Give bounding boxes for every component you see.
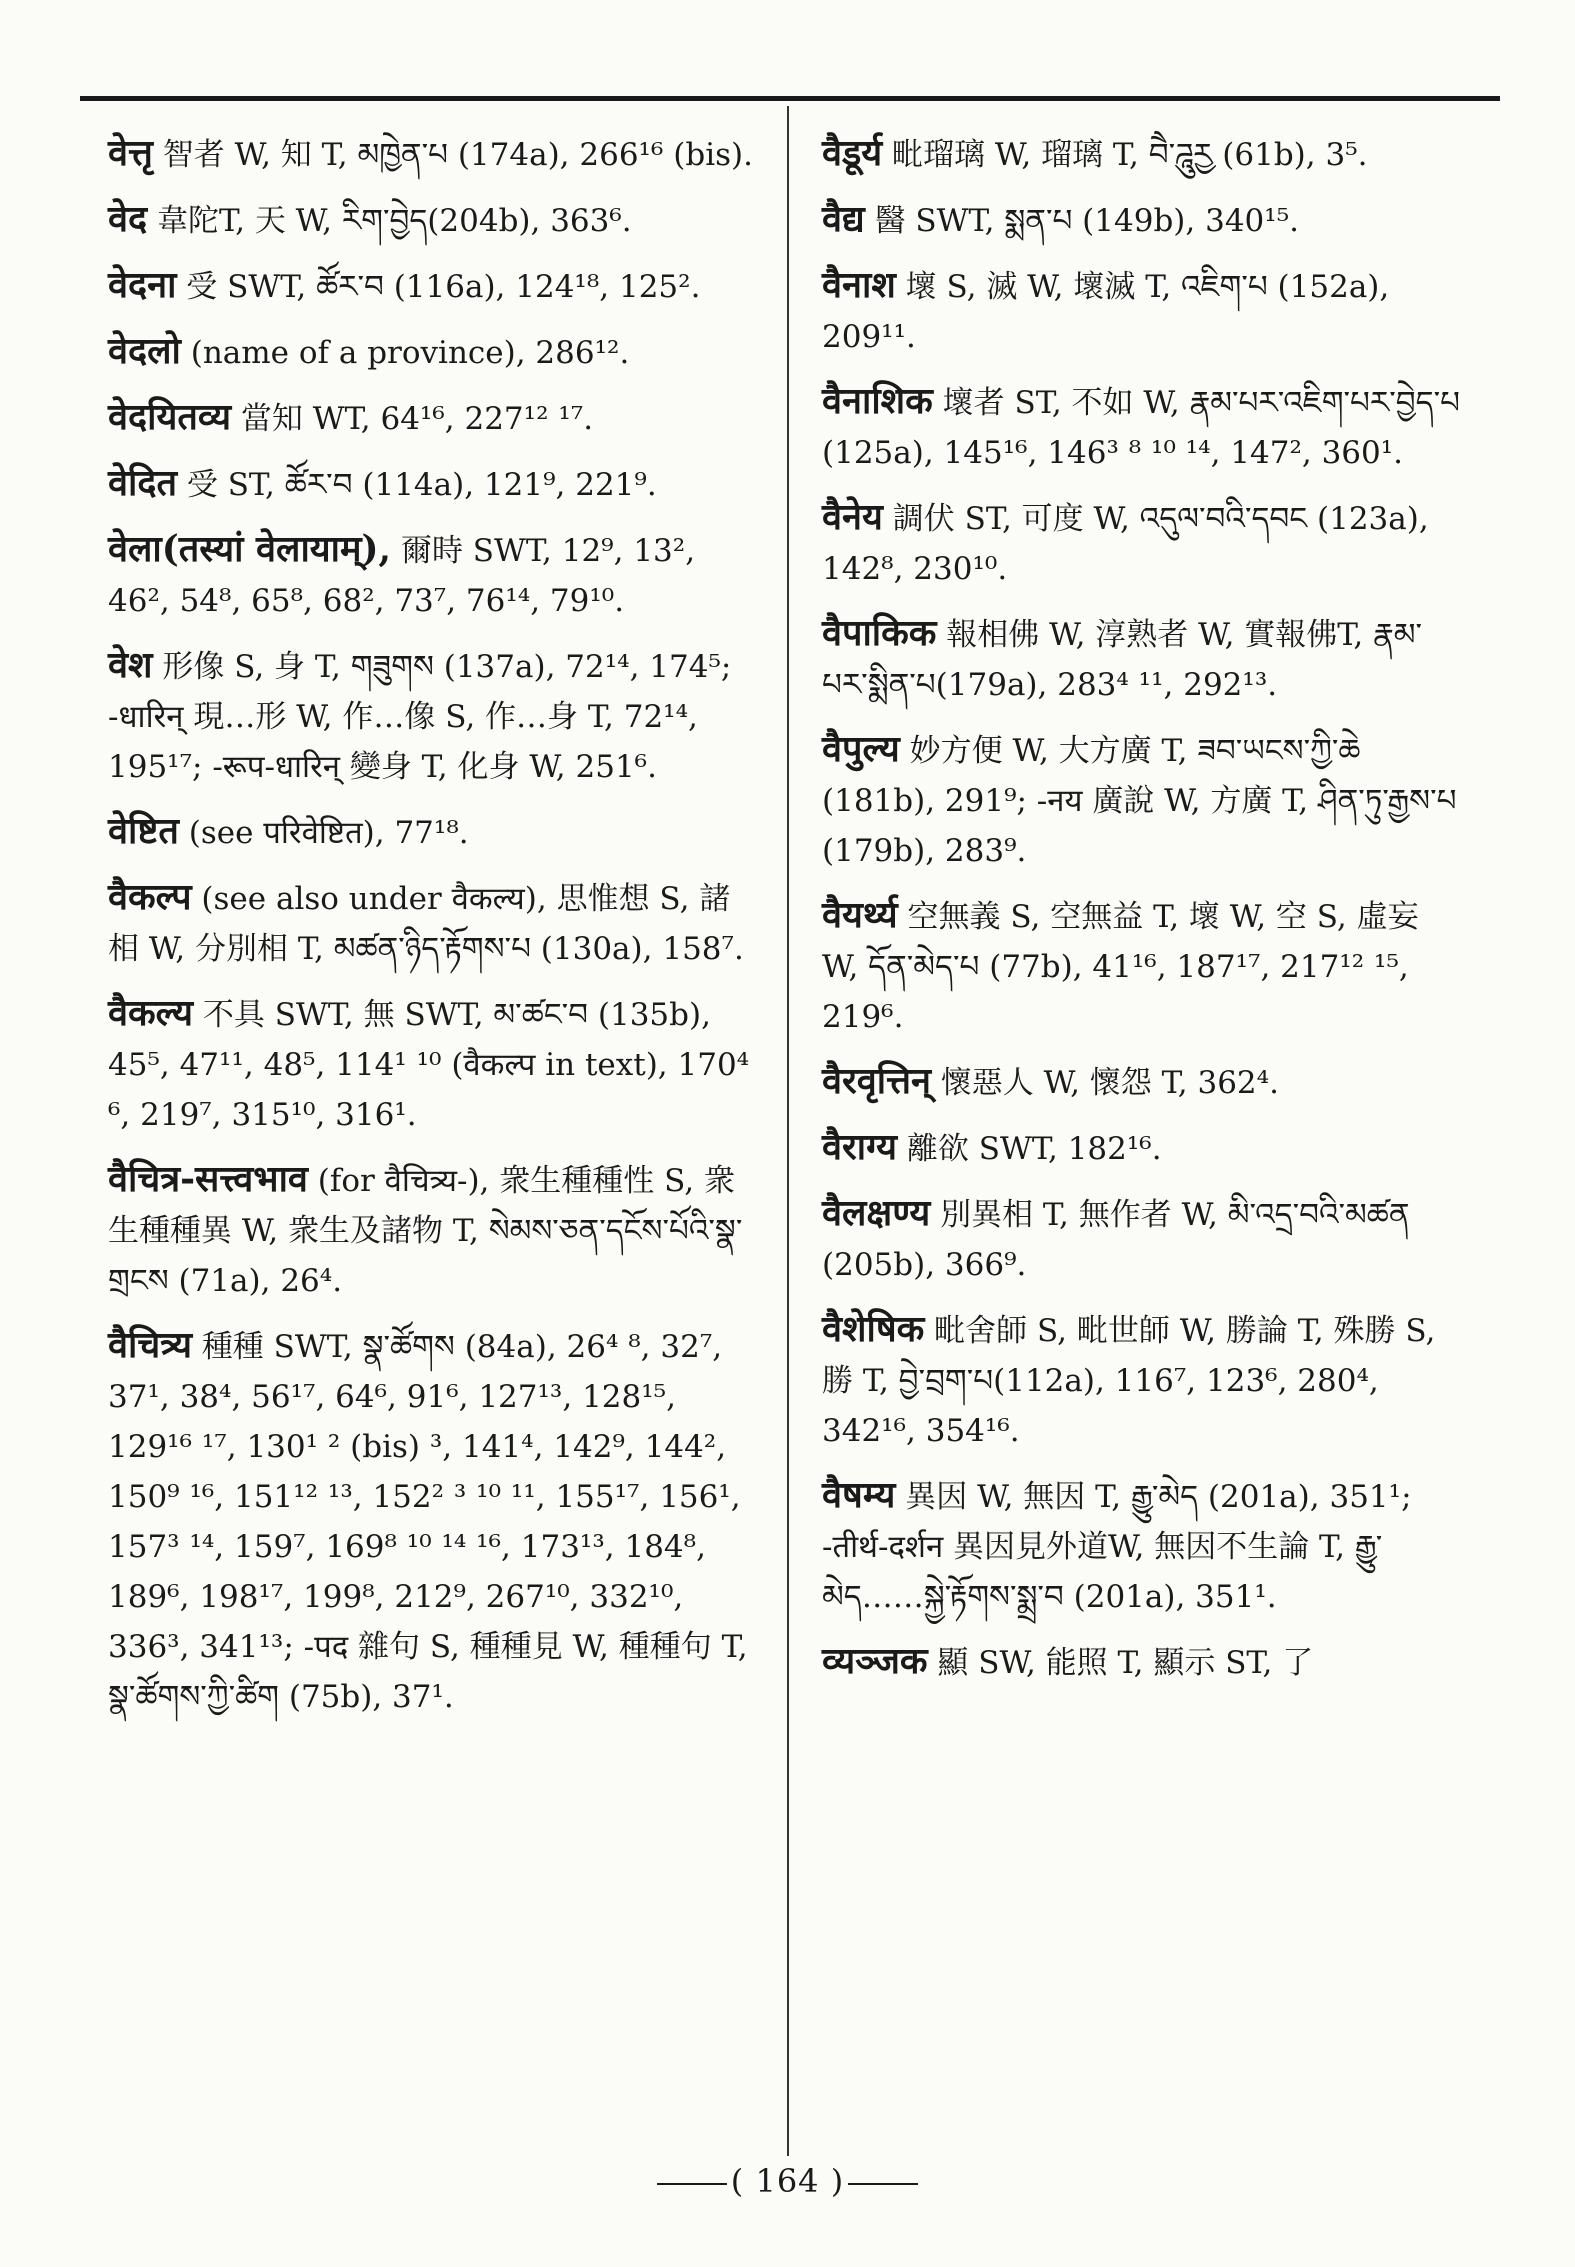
page-footer: ( 164 ) — [0, 2162, 1575, 2200]
entry-headword: वैरवृत्तिन् — [822, 1060, 931, 1102]
column-divider — [787, 106, 789, 2156]
entry-headword: वेष्टित — [108, 810, 179, 852]
entry-body: (name of a province), 286¹². — [190, 335, 630, 371]
entry-body: 種種 SWT, སྣ་ཚོགས (84a), 26⁴ ⁸, 32⁷, 37¹, 38⁴, 56¹⁷, 64⁶, 91⁶, 127¹³, 128¹⁵, 129¹⁶ ¹⁷, 130¹ ² (bis) ³, 141⁴, 142⁹, 144², 150⁹ ¹⁶, 151¹² ¹³, 152² ³ ¹⁰ ¹¹, 155¹⁷, 156¹, 157³ ¹⁴, 159⁷, 169⁸ ¹⁰ ¹⁴ ¹⁶, 173¹³, 184⁸, 189⁶, 198¹⁷, 199⁸, 212⁹, 267¹⁰, 332¹⁰, 336³, 341¹³; -पद 雜句 S, 種種見 W, 種種句 T, སྣ་ཚོགས་ཀྱི་ཚིག (75b), 37¹. — [108, 1329, 748, 1715]
dictionary-entry — [108, 128, 758, 180]
entry-body: (see also under वैकल्य), 思惟想 S, 諸相 W, 分別相 T, མཚན་ཉིད་རྟོགས་པ (130a), 158⁷. — [108, 881, 744, 967]
entry-body: 別異相 T, 無作者 W, མི་འདྲ་བའི་མཚན (205b), 366⁹. — [822, 1197, 1410, 1283]
entry-body: 受 SWT, ཚོར་བ (116a), 124¹⁸, 125². — [186, 269, 701, 305]
entry-body: 懷惡人 W, 懷怨 T, 362⁴. — [940, 1065, 1279, 1101]
entry-headword: वैलक्षण्य — [822, 1192, 931, 1234]
dictionary-entry — [822, 1470, 1462, 1622]
entry-headword: वैनाश — [822, 264, 896, 306]
entry-body: 毗瑠璃 W, 瑠璃 T, བཻ་ཌཱུརྱ (61b), 3⁵. — [892, 137, 1368, 173]
entry-headword: वैडूर्य — [822, 132, 883, 174]
entry-headword: वेला(तस्यां वेलायाम्), — [108, 528, 392, 570]
entry-headword: वैराग्य — [822, 1126, 898, 1168]
dictionary-entry — [108, 194, 758, 246]
dictionary-entry — [822, 1056, 1462, 1108]
entry-headword: वैषम्य — [822, 1474, 896, 1516]
dictionary-entry — [108, 326, 758, 378]
entry-body: 空無義 S, 空無益 T, 壞 W, 空 S, 虛妄 W, དོན་མེད་པ (77b), 41¹⁶, 187¹⁷, 217¹² ¹⁵, 219⁶. — [822, 899, 1419, 1035]
entry-headword: वैचित्र-सत्त्वभाव — [108, 1158, 308, 1200]
entry-body: (see परिवेष्टित), 77¹⁸. — [188, 815, 469, 851]
entry-headword: वैकल्य — [108, 992, 193, 1034]
dictionary-entry — [108, 392, 758, 444]
entry-headword: वेदना — [108, 264, 177, 306]
dictionary-entry — [108, 260, 758, 312]
entry-body: 不具 SWT, 無 SWT, མ་ཚང་བ (135b), 45⁵, 47¹¹, 48⁵, 114¹ ¹⁰ (वैकल्प in text), 170⁴ ⁶, 219⁷, 315¹⁰, 316¹. — [108, 997, 750, 1133]
entry-body: 毗舍師 S, 毗世師 W, 勝論 T, 殊勝 S, 勝 T, བྱེ་བྲག་པ(112a), 116⁷, 123⁶, 280⁴, 342¹⁶, 354¹⁶. — [822, 1313, 1436, 1449]
dictionary-entry — [822, 492, 1462, 594]
dictionary-entry — [822, 1636, 1462, 1688]
entry-body: 受 ST, ཚོར་བ (114a), 121⁹, 221⁹. — [186, 467, 657, 503]
entry-headword: वैद्य — [822, 198, 865, 240]
entry-body: 離欲 SWT, 182¹⁶. — [906, 1131, 1162, 1167]
footer-dash-left — [657, 2183, 727, 2185]
dictionary-entry — [822, 1304, 1462, 1456]
page-number: 164 — [755, 2162, 820, 2200]
dictionary-entry — [822, 194, 1462, 246]
entry-headword: वैपुल्य — [822, 728, 900, 770]
entry-headword: वेदित — [108, 462, 177, 504]
entry-body: 調伏 ST, 可度 W, འདུལ་བའི་དབང (123a), 142⁸, 230¹⁰. — [822, 501, 1429, 587]
dictionary-entry — [108, 640, 758, 792]
dictionary-entry — [822, 260, 1462, 362]
dictionary-entry — [108, 524, 758, 626]
entry-body: 壞者 ST, 不如 W, རྣམ་པར་འཇིག་པར་བྱེད་པ (125a), 145¹⁶, 146³ ⁸ ¹⁰ ¹⁴, 147², 360¹. — [822, 385, 1460, 471]
dictionary-entry — [108, 872, 758, 974]
entry-body: 韋陀T, 天 W, རིག་བྱེད(204b), 363⁶. — [157, 203, 632, 239]
entry-body: 當知 WT, 64¹⁶, 227¹² ¹⁷. — [240, 401, 594, 437]
entry-headword: वैकल्प — [108, 876, 192, 918]
entry-headword: वेत्तृ — [108, 132, 153, 174]
entry-headword: वैपाकिक — [822, 612, 937, 654]
dictionary-entry — [108, 1154, 758, 1306]
entry-body: 爾時 SWT, 12⁹, 13², 46², 54⁸, 65⁸, 68², 73⁷, 76¹⁴, 79¹⁰. — [108, 533, 696, 619]
dictionary-entry — [822, 1188, 1462, 1290]
entry-body: 醫 SWT, སྨན་པ (149b), 340¹⁵. — [874, 203, 1299, 239]
dictionary-entry — [108, 806, 758, 858]
entry-headword: वैचित्र्य — [108, 1324, 192, 1366]
dictionary-entry — [108, 458, 758, 510]
entry-headword: वेश — [108, 644, 153, 686]
top-rule — [80, 96, 1500, 101]
dictionary-entry — [822, 1122, 1462, 1174]
dictionary-entry — [822, 608, 1462, 710]
dictionary-entry — [822, 376, 1462, 478]
dictionary-entry — [822, 890, 1462, 1042]
entry-body: 顯 SW, 能照 T, 顯示 ST, 了 — [937, 1645, 1314, 1681]
entry-body: 報相佛 W, 淳熟者 W, 實報佛T, རྣམ་པར་སྨིན་པ(179a), 283⁴ ¹¹, 292¹³. — [822, 617, 1423, 703]
entry-body: 形像 S, 身 T, གཟུགས (137a), 72¹⁴, 174⁵; -धारिन् 現…形 W, 作…像 S, 作…身 T, 72¹⁴, 195¹⁷; -रूप-धारिन् 變身 T, 化身 W, 251⁶. — [108, 649, 732, 785]
entry-body: 妙方便 W, 大方廣 T, ཟབ་ཡངས་ཀྱི་ཆེ (181b), 291⁹; -नय 廣說 W, 方廣 T, ཤིན་ཏུ་རྒྱས་པ (179b), 283⁹. — [822, 733, 1457, 869]
entry-body: 智者 W, 知 T, མཁྱེན་པ (174a), 266¹⁶ (bis). — [162, 137, 753, 173]
footer-dash-right — [848, 2183, 918, 2185]
entry-headword: वेद — [108, 198, 148, 240]
dictionary-entry — [822, 128, 1462, 180]
entry-body: 異因 W, 無因 T, རྒྱུ་མེད (201a), 351¹; -तीर्थ-दर्शन 異因見外道W, 無因不生論 T, རྒྱུ་མེད……སྐྱེ་རྟོགས་སྨྲ་བ (201a), 351¹. — [822, 1479, 1412, 1615]
left-column — [108, 128, 758, 1736]
right-column — [822, 128, 1462, 1702]
dictionary-entry — [108, 1320, 758, 1722]
entry-headword: वैयर्थ्य — [822, 894, 898, 936]
entry-headword: वेदयितव्य — [108, 396, 232, 438]
dictionary-entry — [822, 724, 1462, 876]
entry-body: 壞 S, 滅 W, 壞滅 T, འཇིག་པ (152a), 209¹¹. — [822, 269, 1390, 355]
entry-headword: वेदलो — [108, 330, 181, 372]
entry-headword: व्यञ्जक — [822, 1640, 928, 1682]
entry-headword: वैशेषिक — [822, 1308, 925, 1350]
entry-headword: वैनाशिक — [822, 380, 933, 422]
entry-headword: वैनेय — [822, 496, 883, 538]
entry-body: (for वैचित्र्य-), 衆生種種性 S, 衆生種種異 W, 衆生及諸物 T, སེམས་ཅན་དངོས་པོའི་སྣ་གྲངས (71a), 26⁴. — [108, 1163, 743, 1299]
dictionary-entry — [108, 988, 758, 1140]
